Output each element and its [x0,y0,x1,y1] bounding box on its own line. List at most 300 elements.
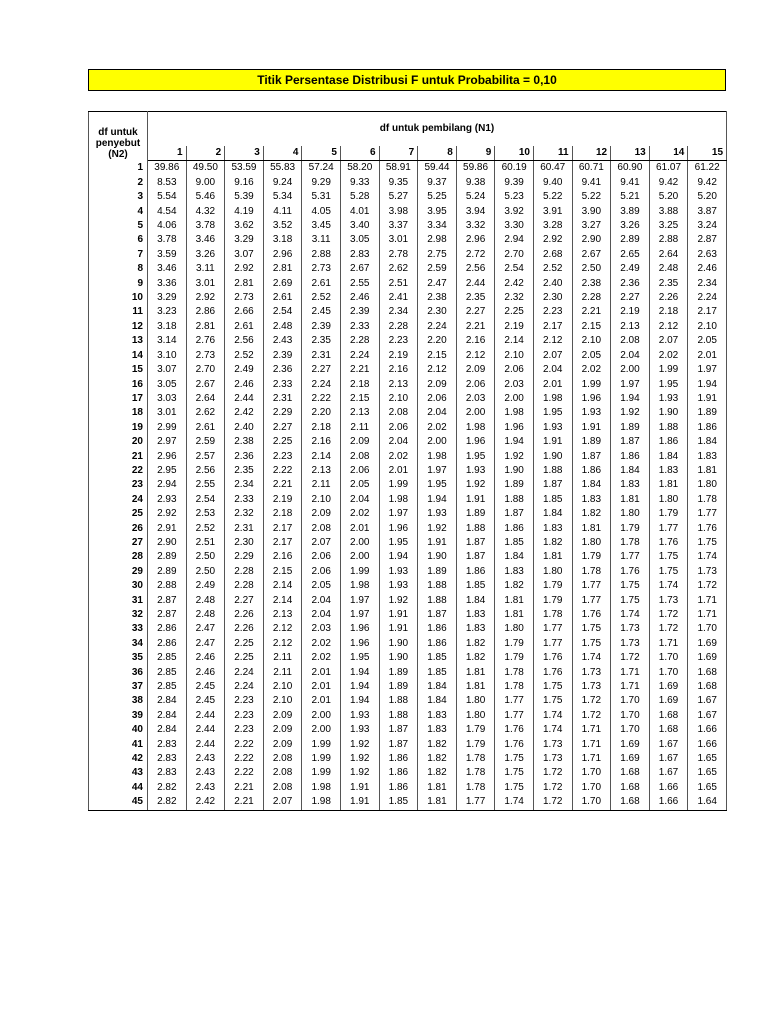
table-cell: 2.88 [649,233,688,247]
table-cell: 1.96 [340,637,379,651]
table-cell: 3.11 [302,233,341,247]
table-row [89,622,727,636]
table-cell: 2.55 [186,478,225,492]
table-cell: 2.15 [263,565,302,579]
table-cell: 1.90 [649,406,688,420]
row-df-label: 4 [89,205,148,219]
table-cell: 2.06 [340,464,379,478]
table-cell: 2.01 [688,349,727,363]
table-cell: 2.76 [186,334,225,348]
row-df-label: 6 [89,233,148,247]
table-cell: 1.86 [418,637,457,651]
table-cell: 1.92 [340,738,379,752]
table-cell: 1.97 [611,378,650,392]
column-header: 4 [263,146,302,161]
table-cell: 3.78 [148,233,187,247]
table-cell: 1.81 [495,608,534,622]
table-cell: 2.45 [302,305,341,319]
table-cell: 2.11 [263,651,302,665]
table-cell: 2.94 [148,478,187,492]
table-cell: 1.87 [418,608,457,622]
column-number-row [89,146,727,161]
row-df-label: 38 [89,694,148,708]
table-cell: 2.38 [225,435,264,449]
table-row [89,766,727,780]
table-cell: 1.72 [533,766,572,780]
table-cell: 1.76 [495,738,534,752]
table-cell: 1.81 [418,781,457,795]
table-cell: 2.98 [418,233,457,247]
table-row [89,709,727,723]
table-cell: 2.08 [263,752,302,766]
table-cell: 1.95 [379,536,418,550]
table-cell: 1.87 [456,536,495,550]
row-df-label: 41 [89,738,148,752]
numerator-df-header: df untuk pembilang (N1) [148,112,727,147]
table-row [89,219,727,233]
table-row [89,262,727,276]
table-cell: 3.90 [572,205,611,219]
table-cell: 1.75 [572,637,611,651]
table-cell: 1.87 [456,550,495,564]
table-cell: 1.98 [340,579,379,593]
table-cell: 2.49 [225,363,264,377]
table-title [88,69,726,91]
table-cell: 1.91 [456,493,495,507]
row-df-label: 17 [89,392,148,406]
table-cell: 2.01 [302,680,341,694]
table-cell: 1.74 [611,608,650,622]
table-cell: 2.75 [418,248,457,262]
table-cell: 1.80 [649,493,688,507]
table-cell: 2.12 [263,637,302,651]
row-df-label: 10 [89,291,148,305]
table-cell: 2.96 [263,248,302,262]
table-row [89,565,727,579]
table-cell: 2.89 [148,550,187,564]
table-cell: 2.44 [186,709,225,723]
table-cell: 1.95 [649,378,688,392]
table-cell: 58.91 [379,161,418,176]
table-cell: 1.79 [495,637,534,651]
table-cell: 3.03 [148,392,187,406]
table-cell: 2.35 [456,291,495,305]
table-cell: 3.14 [148,334,187,348]
table-cell: 1.83 [418,723,457,737]
table-cell: 1.66 [688,738,727,752]
table-cell: 1.92 [456,478,495,492]
table-cell: 1.78 [495,680,534,694]
table-cell: 1.89 [572,435,611,449]
table-cell: 1.70 [611,709,650,723]
table-cell: 2.64 [186,392,225,406]
table-row [89,579,727,593]
table-cell: 1.85 [418,651,457,665]
table-cell: 2.13 [340,406,379,420]
table-cell: 1.84 [649,450,688,464]
table-cell: 2.94 [495,233,534,247]
table-cell: 1.80 [572,536,611,550]
table-cell: 2.22 [225,766,264,780]
table-cell: 1.78 [533,608,572,622]
table-cell: 1.79 [572,550,611,564]
table-cell: 2.07 [533,349,572,363]
table-cell: 1.82 [495,579,534,593]
table-cell: 2.88 [302,248,341,262]
table-cell: 1.77 [495,709,534,723]
table-cell: 4.32 [186,205,225,219]
table-cell: 2.48 [186,608,225,622]
table-cell: 2.33 [225,493,264,507]
table-cell: 1.78 [495,666,534,680]
table-cell: 1.74 [649,579,688,593]
table-cell: 2.23 [225,709,264,723]
table-cell: 2.69 [263,277,302,291]
table-cell: 53.59 [225,161,264,176]
table-cell: 2.16 [302,435,341,449]
table-cell: 1.74 [533,723,572,737]
table-cell: 4.05 [302,205,341,219]
table-cell: 1.94 [688,378,727,392]
table-cell: 5.39 [225,190,264,204]
table-cell: 2.15 [340,392,379,406]
table-cell: 2.28 [379,320,418,334]
table-cell: 2.43 [186,752,225,766]
denominator-label-line: df untuk [98,126,138,138]
table-cell: 2.83 [148,738,187,752]
table-cell: 2.61 [302,277,341,291]
table-cell: 1.93 [533,421,572,435]
table-cell: 2.06 [302,550,341,564]
table-cell: 1.82 [418,752,457,766]
table-cell: 1.80 [533,565,572,579]
table-cell: 2.22 [225,738,264,752]
table-cell: 2.57 [186,450,225,464]
table-cell: 1.81 [495,594,534,608]
table-cell: 2.90 [148,536,187,550]
table-cell: 2.04 [611,349,650,363]
table-cell: 1.93 [418,507,457,521]
table-cell: 1.67 [649,752,688,766]
table-cell: 9.33 [340,176,379,190]
table-cell: 2.10 [572,334,611,348]
table-cell: 2.15 [572,320,611,334]
table-cell: 1.85 [533,493,572,507]
table-cell: 2.81 [186,320,225,334]
table-cell: 1.67 [688,694,727,708]
table-row [89,536,727,550]
table-cell: 2.27 [302,363,341,377]
column-header: 3 [225,146,264,161]
table-cell: 60.90 [611,161,650,176]
table-cell: 1.82 [456,637,495,651]
table-cell: 5.20 [649,190,688,204]
table-cell: 1.97 [379,507,418,521]
table-cell: 2.48 [649,262,688,276]
table-row [89,608,727,622]
table-cell: 2.03 [456,392,495,406]
table-cell: 3.98 [379,205,418,219]
table-cell: 2.30 [418,305,457,319]
table-cell: 1.90 [379,637,418,651]
table-cell: 2.54 [186,493,225,507]
table-cell: 1.87 [379,723,418,737]
table-cell: 2.19 [379,349,418,363]
table-cell: 3.07 [225,248,264,262]
table-cell: 2.45 [186,680,225,694]
table-cell: 2.72 [456,248,495,262]
table-cell: 1.92 [611,406,650,420]
table-cell: 1.68 [611,781,650,795]
table-cell: 2.08 [379,406,418,420]
table-cell: 2.44 [186,738,225,752]
table-cell: 2.04 [302,594,341,608]
table-cell: 1.75 [495,781,534,795]
row-df-label: 5 [89,219,148,233]
table-cell: 1.93 [340,709,379,723]
table-row [89,421,727,435]
row-df-label: 33 [89,622,148,636]
table-row [89,493,727,507]
table-title-text: Titik Persentase Distribusi F untuk Probabilita = 0,10 [257,73,557,87]
table-cell: 2.02 [340,507,379,521]
table-cell: 1.77 [495,694,534,708]
table-cell: 1.98 [379,493,418,507]
table-cell: 2.04 [379,435,418,449]
row-df-label: 44 [89,781,148,795]
table-cell: 5.21 [611,190,650,204]
table-cell: 1.71 [649,637,688,651]
table-cell: 2.06 [495,363,534,377]
table-cell: 2.96 [456,233,495,247]
table-cell: 1.99 [340,565,379,579]
table-cell: 2.05 [572,349,611,363]
table-cell: 1.74 [533,709,572,723]
table-row [89,205,727,219]
table-cell: 2.13 [302,464,341,478]
table-cell: 1.82 [418,766,457,780]
table-cell: 1.65 [688,781,727,795]
row-df-label: 29 [89,565,148,579]
table-cell: 2.01 [302,694,341,708]
table-cell: 3.94 [456,205,495,219]
table-cell: 2.47 [418,277,457,291]
table-cell: 1.84 [688,435,727,449]
table-cell: 1.91 [688,392,727,406]
table-cell: 5.54 [148,190,187,204]
table-cell: 1.98 [302,781,341,795]
table-cell: 1.84 [495,550,534,564]
table-cell: 1.91 [572,421,611,435]
table-cell: 1.74 [572,651,611,665]
table-cell: 1.75 [533,680,572,694]
table-cell: 3.05 [148,378,187,392]
table-cell: 2.18 [302,421,341,435]
table-cell: 2.18 [340,378,379,392]
table-cell: 1.76 [533,666,572,680]
table-cell: 1.91 [379,608,418,622]
row-df-label: 2 [89,176,148,190]
table-cell: 1.90 [495,464,534,478]
table-cell: 61.07 [649,161,688,176]
table-cell: 2.22 [225,752,264,766]
table-cell: 2.50 [572,262,611,276]
table-cell: 2.50 [186,550,225,564]
table-cell: 2.00 [418,435,457,449]
table-row [89,637,727,651]
table-row [89,291,727,305]
table-cell: 2.17 [263,522,302,536]
table-cell: 2.29 [225,550,264,564]
table-cell: 1.68 [688,680,727,694]
table-cell: 2.99 [148,421,187,435]
table-cell: 1.71 [572,752,611,766]
table-row [89,435,727,449]
table-cell: 3.52 [263,219,302,233]
table-row [89,752,727,766]
table-cell: 2.52 [533,262,572,276]
table-cell: 9.40 [533,176,572,190]
table-cell: 2.47 [186,637,225,651]
table-cell: 1.82 [533,536,572,550]
table-cell: 2.78 [379,248,418,262]
table-cell: 1.88 [495,493,534,507]
table-cell: 2.82 [148,795,187,810]
table-cell: 2.59 [418,262,457,276]
table-cell: 5.46 [186,190,225,204]
table-cell: 2.36 [263,363,302,377]
table-cell: 3.91 [533,205,572,219]
table-cell: 2.26 [225,608,264,622]
table-cell: 1.85 [495,536,534,550]
table-cell: 1.69 [688,651,727,665]
table-cell: 1.75 [572,622,611,636]
table-cell: 1.85 [418,666,457,680]
table-row [89,176,727,190]
table-cell: 2.43 [186,766,225,780]
table-cell: 2.46 [688,262,727,276]
table-cell: 1.93 [649,392,688,406]
table-cell: 1.81 [649,478,688,492]
table-cell: 3.62 [225,219,264,233]
table-cell: 1.72 [688,579,727,593]
table-cell: 9.42 [649,176,688,190]
table-cell: 2.93 [148,493,187,507]
table-cell: 2.84 [148,709,187,723]
table-cell: 2.49 [611,262,650,276]
table-cell: 2.53 [186,507,225,521]
table-cell: 2.04 [533,363,572,377]
table-cell: 2.19 [263,493,302,507]
table-cell: 2.64 [649,248,688,262]
table-cell: 2.88 [148,579,187,593]
table-cell: 2.12 [649,320,688,334]
table-cell: 1.94 [340,694,379,708]
table-cell: 2.51 [186,536,225,550]
table-cell: 2.04 [302,608,341,622]
table-cell: 2.84 [148,723,187,737]
table-cell: 2.02 [302,637,341,651]
table-cell: 2.07 [649,334,688,348]
table-cell: 2.00 [456,406,495,420]
table-cell: 59.86 [456,161,495,176]
table-cell: 2.09 [263,723,302,737]
table-cell: 1.78 [688,493,727,507]
table-cell: 3.32 [456,219,495,233]
table-cell: 2.07 [263,795,302,810]
table-cell: 1.86 [649,435,688,449]
table-cell: 5.22 [533,190,572,204]
table-cell: 3.95 [418,205,457,219]
table-cell: 1.88 [456,522,495,536]
table-cell: 1.80 [456,709,495,723]
table-cell: 1.70 [688,622,727,636]
table-cell: 1.71 [611,680,650,694]
table-cell: 1.95 [456,450,495,464]
table-cell: 2.23 [225,694,264,708]
table-cell: 9.41 [572,176,611,190]
table-cell: 1.71 [688,594,727,608]
table-cell: 1.70 [572,781,611,795]
table-cell: 2.61 [263,291,302,305]
column-header: 11 [533,146,572,161]
table-cell: 3.26 [186,248,225,262]
table-cell: 2.24 [340,349,379,363]
table-cell: 2.56 [456,262,495,276]
table-cell: 1.76 [649,536,688,550]
table-cell: 59.44 [418,161,457,176]
table-cell: 2.48 [186,594,225,608]
table-cell: 1.80 [495,622,534,636]
table-cell: 1.73 [611,637,650,651]
row-df-label: 31 [89,594,148,608]
table-cell: 1.83 [418,709,457,723]
table-cell: 2.89 [611,233,650,247]
table-cell: 2.32 [225,507,264,521]
table-row [89,334,727,348]
table-cell: 4.06 [148,219,187,233]
table-cell: 1.73 [533,738,572,752]
table-cell: 2.83 [148,766,187,780]
table-cell: 1.75 [495,766,534,780]
column-header: 15 [688,146,727,161]
table-cell: 2.92 [186,291,225,305]
table-cell: 5.28 [340,190,379,204]
table-cell: 2.25 [263,435,302,449]
table-cell: 1.79 [456,738,495,752]
table-cell: 2.33 [263,378,302,392]
table-cell: 2.10 [263,694,302,708]
table-cell: 2.87 [148,594,187,608]
table-cell: 2.92 [148,507,187,521]
column-header: 5 [302,146,341,161]
row-df-label: 19 [89,421,148,435]
table-cell: 2.42 [225,406,264,420]
table-cell: 1.94 [418,493,457,507]
row-df-label: 32 [89,608,148,622]
row-df-label: 9 [89,277,148,291]
table-cell: 2.00 [340,550,379,564]
table-cell: 9.24 [263,176,302,190]
table-cell: 2.18 [263,507,302,521]
table-cell: 2.19 [495,320,534,334]
table-row [89,478,727,492]
table-row [89,406,727,420]
table-cell: 3.18 [263,233,302,247]
table-cell: 1.70 [649,651,688,665]
table-cell: 2.03 [302,622,341,636]
table-cell: 1.72 [533,781,572,795]
